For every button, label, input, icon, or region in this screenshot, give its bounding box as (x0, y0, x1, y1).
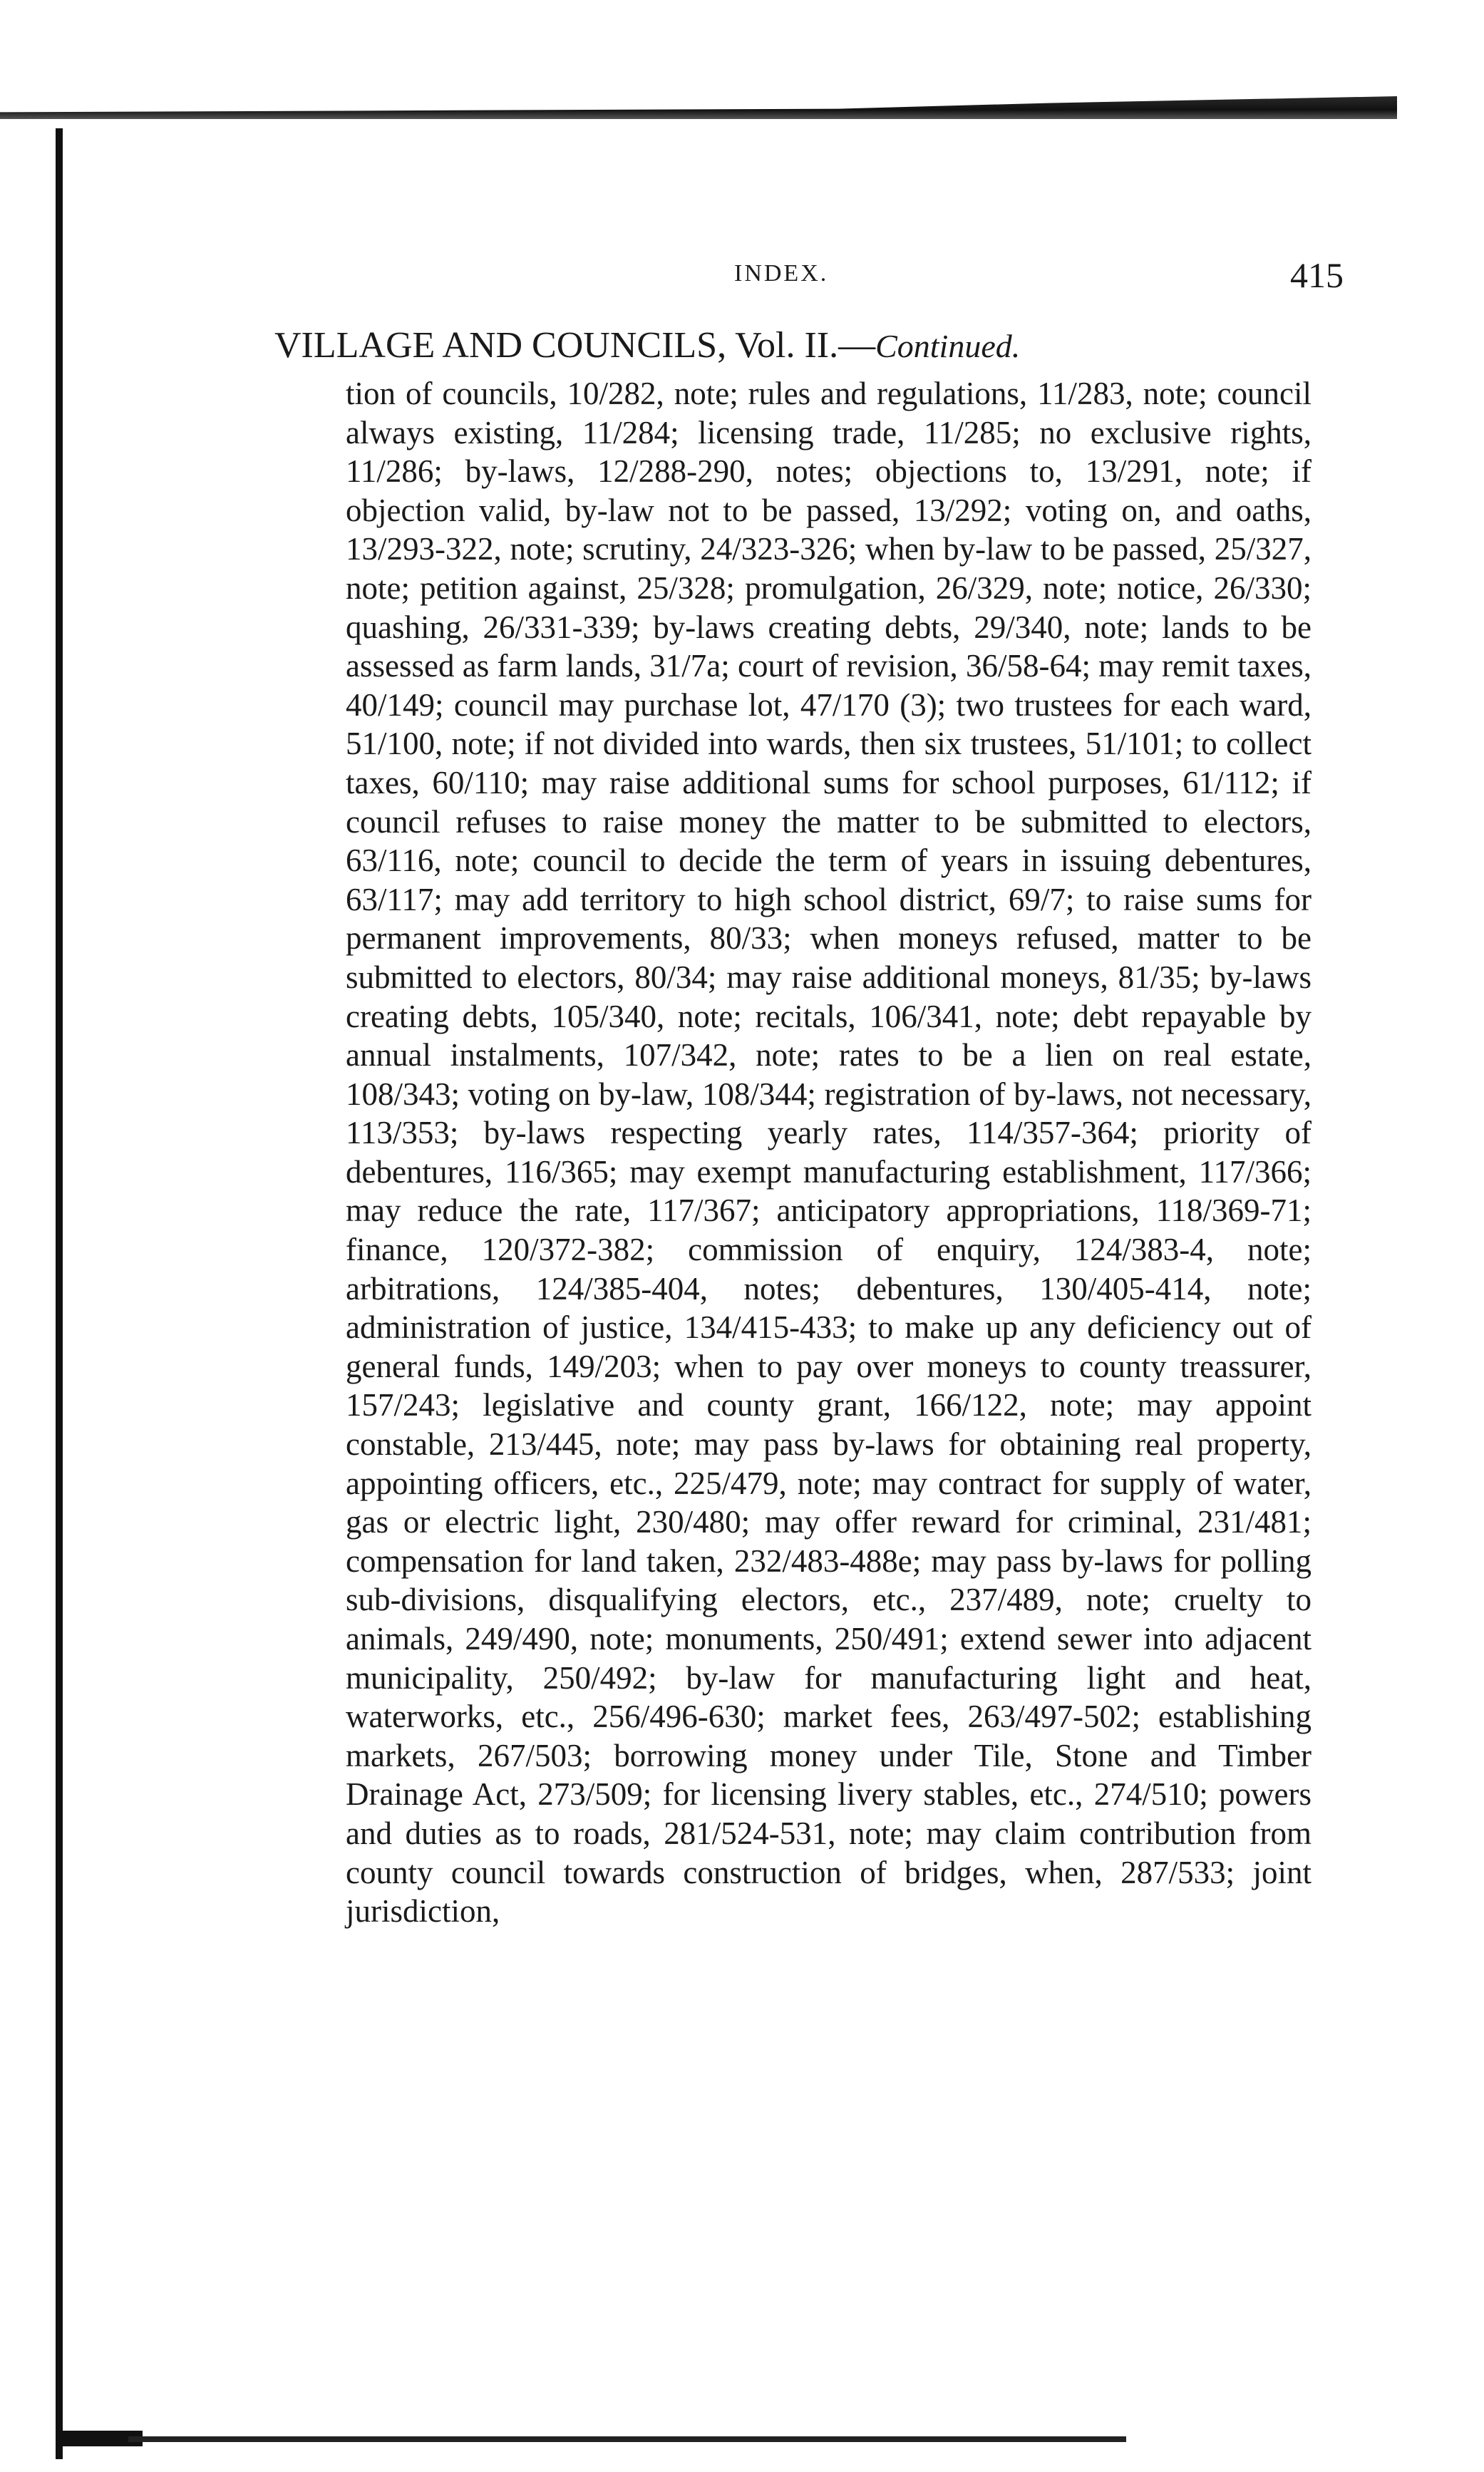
left-border-rule (56, 128, 63, 2459)
top-border-rule (0, 96, 1397, 119)
bottom-border-rule (128, 2436, 1126, 2442)
continued-label: Continued. (875, 328, 1021, 364)
page-number: 415 (1290, 255, 1344, 295)
running-title: INDEX. (734, 260, 829, 287)
index-entry-body: tion of councils, 10/282, note; rules and regulations, 11/283, note; council always existing, 11/284; licensing trade, 11/285; no exclusive rights, 11/286; by-laws, 12/288-290, notes; objections to, 13/291, note; if objection valid, by-law not to be passed, 13/292; voting on, and oaths, 13/293-322, note; scrutiny, 24/323-326; when by-law to be passed, 25/327, note; petition against, 25/328; promulgation, 26/329, note; notice, 26/330; quashing, 26/331-339; by-laws creating debts, 29/340, note; lands to be assessed as farm lands, 31/7a; court of revision, 36/58-64; may remit taxes, 40/149; council may purchase lot, 47/170 (3); two trustees for each ward, 51/100, note; if not divided into wards, then six trustees, 51/101; to collect taxes, 60/110; may raise additional sums for school purposes, 61/112; if council refuses to raise money the matter to be submitted to electors, 63/116, note; council to decide the term of years in issuing debentures, 63/117; may add territory to high school district, 69/7; to raise sums for permanent improvements, 80/33; when moneys refused, matter to be submitted to electors, 80/34; may raise additional moneys, 81/35; by-laws creating debts, 105/340, note; recitals, 106/341, note; debt repayable by annual instalments, 107/342, note; rates to be a lien on real estate, 108/343; voting on by-law, 108/344; registration of by-laws, not necessary, 113/353; by-laws respecting yearly rates, 114/357-364; priority of debentures, 116/365; may exempt manufacturing establishment, 117/366; may reduce the rate, 117/367; anticipatory appropriations, 118/369-71; finance, 120/372-382; commission of enquiry, 124/383-4, note; arbitrations, 124/385-404, notes; debentures, 130/405-414, note; administration of justice, 134/415-433; to make up any deficiency out of general funds, 149/203; when to pay over moneys to county treassurer, 157/243; legislative and county grant, 166/122, note; may appoint constable, 213/445, note; may pass by-laws for obtaining real property, appointing officers, etc., 225/479, note; may contract for supply of water, gas or electric light, 230/480; may offer reward for criminal, 231/481; compensation for land taken, 232/483-488e; may pass by-laws for polling sub-divisions, disqualifying electors, etc., 237/489, note; cruelty to animals, 249/490, note; monuments, 250/491; extend sewer into adjacent municipality, 250/492; by-law for manufacturing light and heat, waterworks, etc., 256/496-630; market fees, 263/497-502; establishing markets, 267/503; borrowing money under Tile, Stone and Timber Drainage Act, 273/509; for licensing livery stables, etc., 274/510; powers and duties as to roads, 281/524-531, note; may claim contribution from county council towards construction of bridges, when, 287/533; joint jurisdiction, (346, 376, 1312, 1930)
entry-heading-text: VILLAGE AND COUNCILS, Vol. II.— (274, 325, 876, 366)
page-header (0, 255, 1484, 303)
index-entry-heading (274, 324, 1020, 366)
